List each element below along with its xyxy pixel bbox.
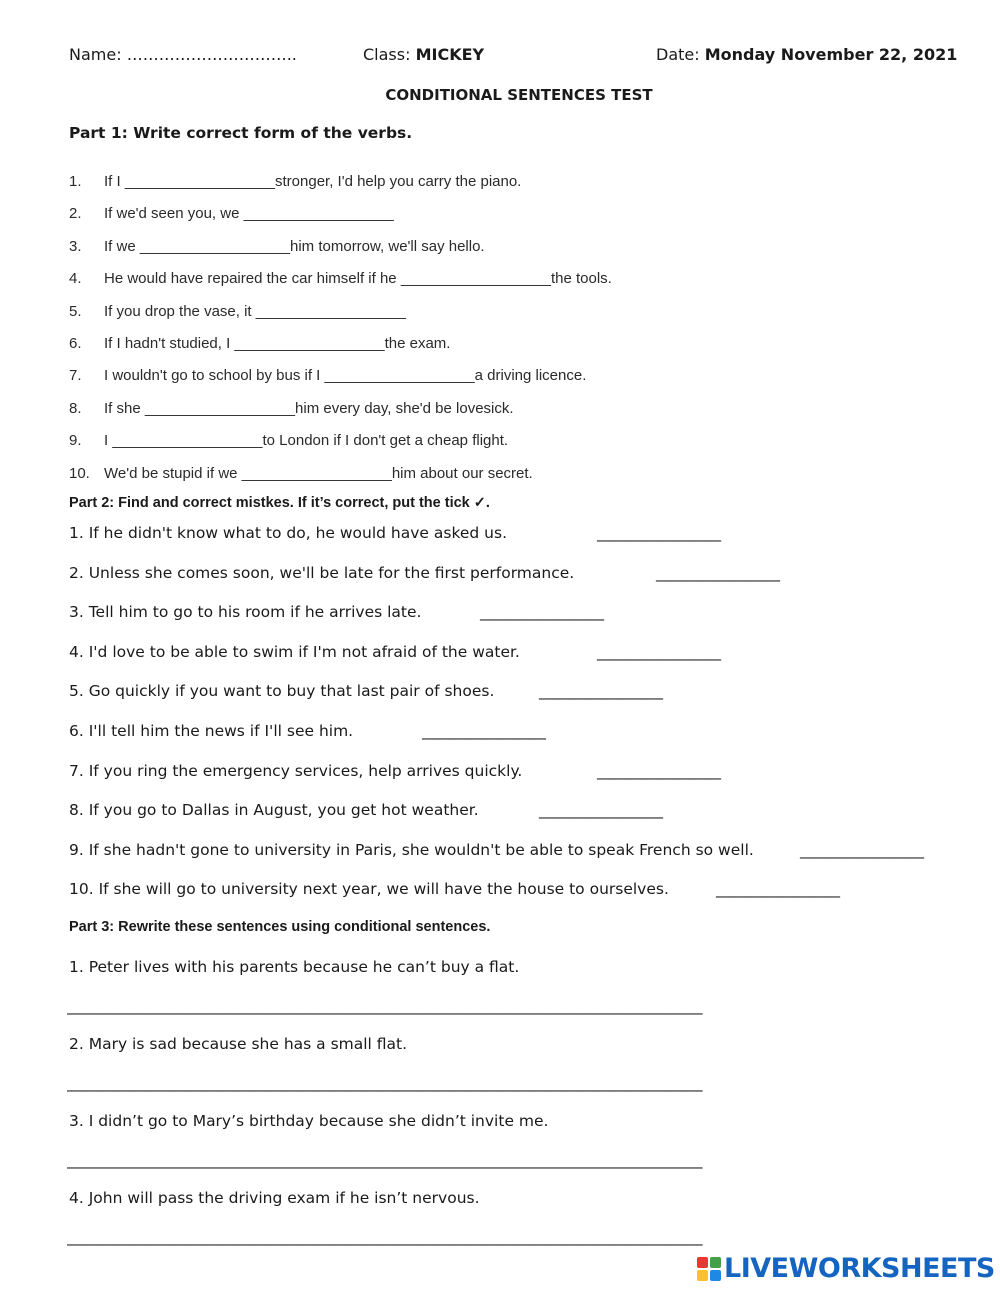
part2-answer-blank[interactable]: ________________ bbox=[597, 762, 721, 780]
part2-answer-blank[interactable]: ________________ bbox=[597, 524, 721, 542]
item-text[interactable]: If we __________________him tomorrow, we'll say hello. bbox=[104, 237, 485, 255]
liveworksheets-logo-icon bbox=[697, 1257, 721, 1281]
part3-answer-line[interactable]: __________________________________________________________________________________ bbox=[67, 1151, 703, 1169]
item-text[interactable]: If we'd seen you, we __________________ bbox=[104, 205, 394, 223]
part2-heading: Part 2: Find and correct mistkes. If it’s correct, put the tick ✓. bbox=[69, 495, 490, 511]
item-number: 3. bbox=[69, 237, 82, 255]
part2-answer-blank[interactable]: ________________ bbox=[597, 643, 721, 661]
part2-sentence: 8. If you go to Dallas in August, you get hot weather. bbox=[69, 801, 479, 819]
part2-answer-blank[interactable]: ________________ bbox=[656, 564, 780, 582]
part2-sentence: 9. If she hadn't gone to university in Paris, she wouldn't be able to speak French so well. bbox=[69, 841, 754, 859]
part2-sentence: 4. I'd love to be able to swim if I'm not afraid of the water. bbox=[69, 643, 520, 661]
item-number: 7. bbox=[69, 367, 82, 385]
part2-answer-blank[interactable]: ________________ bbox=[539, 682, 663, 700]
part3-answer-line[interactable]: __________________________________________________________________________________ bbox=[67, 1228, 703, 1246]
part1-heading: Part 1: Write correct form of the verbs. bbox=[69, 124, 413, 142]
date-field bbox=[656, 45, 957, 64]
part2-sentence: 2. Unless she comes soon, we'll be late for the first performance. bbox=[69, 564, 575, 582]
part3-heading: Part 3: Rewrite these sentences using conditional sentences. bbox=[69, 919, 491, 935]
name-value: ………………………….. bbox=[126, 45, 297, 64]
class-label: Class: bbox=[363, 45, 411, 64]
part3-sentence: 3. I didn’t go to Mary’s birthday because she didn’t invite me. bbox=[69, 1112, 549, 1130]
item-text[interactable]: If I hadn't studied, I __________________the exam. bbox=[104, 335, 451, 352]
part3-sentence: 2. Mary is sad because she has a small flat. bbox=[69, 1035, 408, 1053]
part2-sentence: 7. If you ring the emergency services, help arrives quickly. bbox=[69, 762, 523, 780]
item-number: 9. bbox=[69, 432, 82, 450]
part3-answer-line[interactable]: __________________________________________________________________________________ bbox=[67, 997, 703, 1015]
item-text[interactable]: He would have repaired the car himself if he __________________the tools. bbox=[104, 270, 612, 288]
item-text[interactable]: I __________________to London if I don't get a cheap flight. bbox=[104, 432, 509, 450]
part3-answer-line[interactable]: __________________________________________________________________________________ bbox=[67, 1074, 703, 1092]
part2-sentence: 6. I'll tell him the news if I'll see him. bbox=[69, 722, 354, 740]
part2-answer-blank[interactable]: ________________ bbox=[800, 841, 924, 859]
part2-sentence: 1. If he didn't know what to do, he would have asked us. bbox=[69, 524, 508, 542]
item-text[interactable]: If she __________________him every day, she'd be lovesick. bbox=[104, 399, 514, 417]
part2-answer-blank[interactable]: ________________ bbox=[539, 801, 663, 819]
class-field bbox=[363, 45, 484, 64]
item-text[interactable]: If I __________________stronger, I'd help you carry the piano. bbox=[104, 173, 522, 190]
part2-answer-blank[interactable]: ________________ bbox=[422, 722, 546, 740]
item-text[interactable]: We'd be stupid if we __________________him about our secret. bbox=[104, 464, 533, 482]
part2-sentence: 5. Go quickly if you want to buy that last pair of shoes. bbox=[69, 682, 495, 700]
part2-sentence: 3. Tell him to go to his room if he arrives late. bbox=[69, 603, 422, 621]
page-title: CONDITIONAL SENTENCES TEST bbox=[385, 86, 653, 104]
part3-sentence: 4. John will pass the driving exam if he isn’t nervous. bbox=[69, 1189, 480, 1207]
name-field bbox=[69, 45, 297, 64]
item-number: 8. bbox=[69, 399, 82, 417]
part2-answer-blank[interactable]: ________________ bbox=[716, 880, 840, 898]
name-label: Name: bbox=[69, 45, 122, 64]
part2-answer-blank[interactable]: ________________ bbox=[480, 603, 604, 621]
item-number: 5. bbox=[69, 302, 82, 320]
date-value: Monday November 22, 2021 bbox=[704, 45, 958, 64]
item-text[interactable]: I wouldn't go to school by bus if I __________________a driving licence. bbox=[104, 367, 587, 385]
class-value: MICKEY bbox=[415, 45, 485, 64]
part3-sentence: 1. Peter lives with his parents because he can’t buy a flat. bbox=[69, 958, 520, 976]
part2-sentence: 10. If she will go to university next year, we will have the house to ourselves. bbox=[69, 880, 669, 898]
date-label: Date: bbox=[656, 45, 700, 64]
item-number: 1. bbox=[69, 173, 82, 190]
item-number: 10. bbox=[69, 464, 90, 482]
logo-text: LIVEWORKSHEETS bbox=[724, 1253, 995, 1284]
item-number: 2. bbox=[69, 205, 82, 223]
item-number: 6. bbox=[69, 335, 82, 352]
item-number: 4. bbox=[69, 270, 82, 288]
item-text[interactable]: If you drop the vase, it __________________ bbox=[104, 302, 406, 320]
